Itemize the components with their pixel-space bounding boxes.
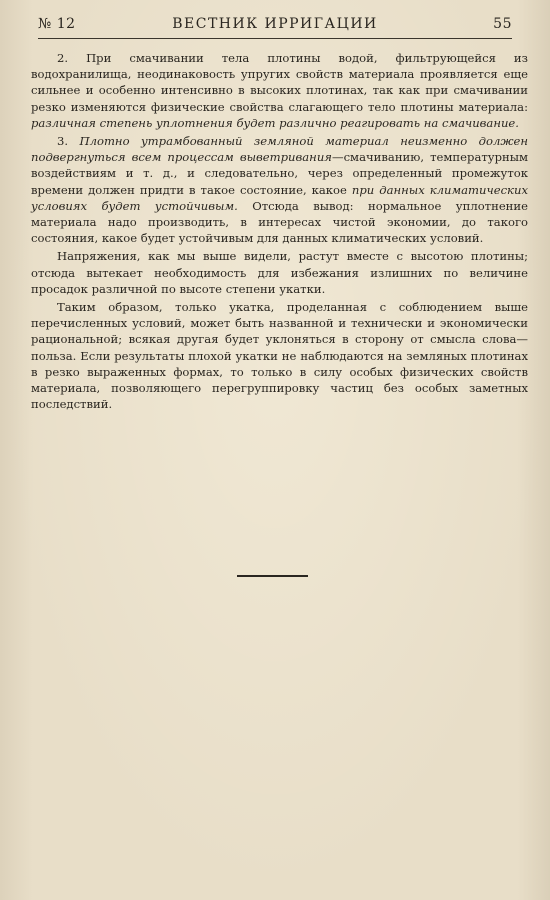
journal-title: ВЕСТНИК ИРРИГАЦИИ: [172, 16, 378, 32]
text-segment: 2. При смачивании тела плотины водой, фильтрующейся из водохранилища, неодинаковость упругих свойств материала проявляется еще сильнее и особенно интенсивно в высоких плотинах, так как при смачивании резко изменяются физические свойства слагающего тело плотины материала:: [31, 51, 528, 114]
text-segment-italic: Плотно утрамбованный земляной материал неизменно должен подвергнуться всем процессам выветривания: [31, 134, 528, 165]
text-segment-italic: при данных климатических условиях будет устойчивым.: [31, 182, 528, 213]
paragraph-3: [31, 248, 528, 297]
paragraph-1: [31, 50, 528, 131]
page-number: 55: [493, 16, 512, 32]
body-text: [31, 50, 528, 414]
paragraph-4: [31, 299, 528, 412]
text-segment-italic: различная степень уплотнения будет различно реагировать на смачивание.: [31, 115, 519, 130]
text-segment: Напряжения, как мы выше видели, растут вместе с высотою плотины; отсюда вытекает необходимость для избежания излишних по величине просадок различной по высоте степени укатки.: [31, 249, 528, 296]
text-segment: —смачиванию, температурным воздействиям и т. д., и следовательно, через определенный промежуток времени должен придти в такое состояние, какое: [31, 150, 528, 197]
section-end-rule: [237, 575, 308, 577]
issue-number: № 12: [38, 16, 76, 32]
page-header: [38, 16, 512, 39]
text-segment: Таким образом, только укатка, проделанная с соблюдением выше перечисленных условий, может быть названной и технически и экономически рациональной; всякая другая будет уклоняться в сторону от смысла слова—польза. Если результаты плохой укатки не наблюдаются на земляных плотинах в резко выраженных формах, то только в силу особых физических свойств материала, позволяющего перегруппировку частиц без особых заметных последствий.: [31, 300, 528, 412]
text-segment: 3.: [57, 134, 80, 149]
paragraph-2: [31, 133, 528, 246]
text-segment: Отсюда вывод: нормальное уплотнение материала надо производить, в интересах чистой экономии, до такого состояния, какое будет устойчивым для данных климатических условий.: [31, 198, 528, 246]
